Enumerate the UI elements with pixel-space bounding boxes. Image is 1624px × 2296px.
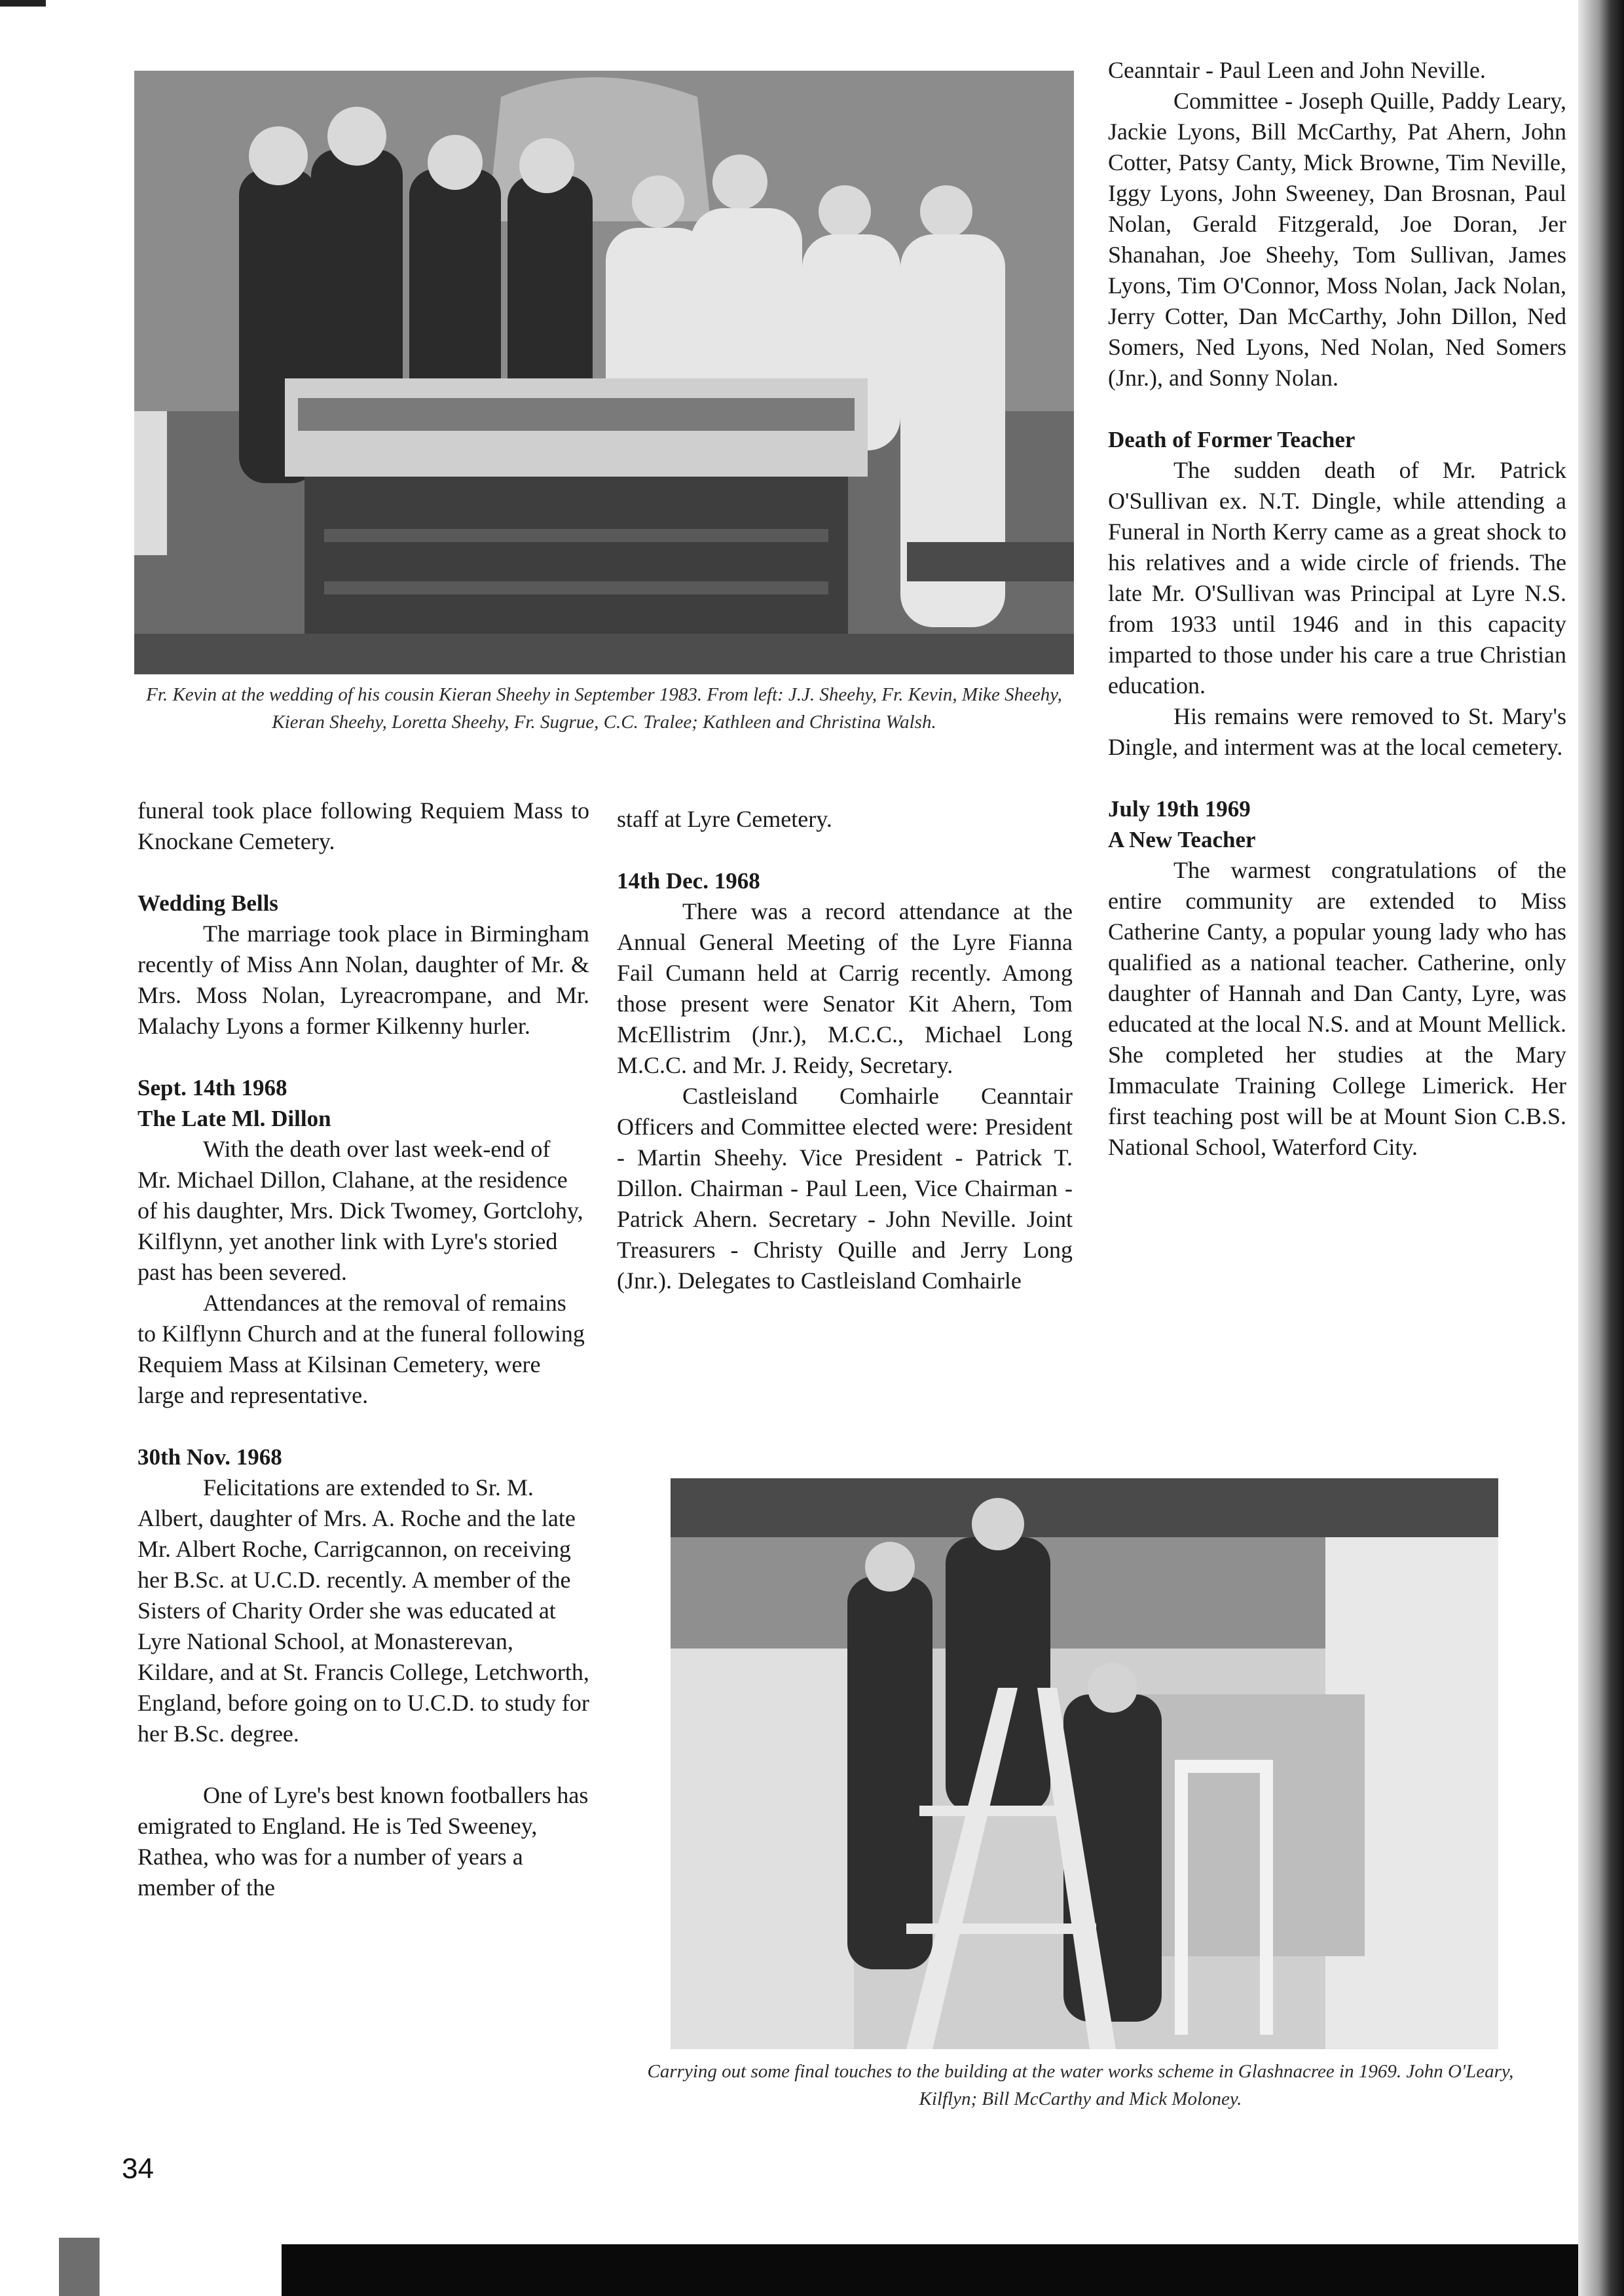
new-teacher-heading: A New Teacher <box>1108 827 1256 852</box>
officers-text: Castleisland Comhairle Ceanntair Officers and Committee elected were: President - Martin Sheehy. Vice President - Patrick T. Dillon. Chairman - Paul Leen, Vice Chairman - Patrick Ahern. Secretary - John Neville. Joint Treasurers - Christy Quille and Jerry Long (Jnr.). Delegates to Castleisland Comhairle <box>617 1083 1073 1294</box>
scan-bottom-bar <box>282 2244 1578 2296</box>
sweeney-continuation: staff at Lyre Cemetery. <box>617 806 832 832</box>
committee-text: Committee - Joseph Quille, Paddy Leary, Jackie Lyons, Bill McCarthy, Pat Ahern, John Cotter, Patsy Canty, Mick Browne, Tim Neville, Iggy Lyons, John Sweeney, Dan Brosnan, Paul Nolan, Gerald Fitzgerald, Joe Doran, Jer Shanahan, Joe Sheehy, Tom Sullivan, James Lyons, Tim O'Connor, Moss Nolan, Jack Nolan, Jerry Cotter, Dan McCarthy, John Dillon, Ned Somers, Ned Lyons, Ned Nolan, Ned Somers (Jnr.), and Sonny Nolan. <box>1108 88 1566 391</box>
column-right <box>1108 55 1566 1163</box>
corner-mark <box>0 0 46 7</box>
new-teacher-text: The warmest congratulations of the entire community are extended to Miss Catherine Canty, a popular young lady who has qualified as a national teacher. Catherine, only daughter of Hannah and Dan Canty, Lyre, was educated at the local N.S. and at Mount Mellick. She completed her studies at the Mary Immaculate Training College Limerick. Her first teaching post will be at Mount Sion C.B.S. National School, Waterford City. <box>1108 857 1566 1160</box>
scan-edge-mark <box>59 2238 100 2296</box>
page-number: 34 <box>122 2153 154 2185</box>
dillon-heading: The Late Ml. Dillon <box>138 1106 331 1131</box>
teacher-death-text-1: The sudden death of Mr. Patrick O'Sullivan ex. N.T. Dingle, while attending a Funeral in North Kerry came as a great shock to his relatives and a wide circle of friends. The late Mr. O'Sullivan was Principal at Lyre N.S. from 1933 until 1946 and in this capacity imparted to those under his care a true Christian education. <box>1108 457 1566 699</box>
teacher-death-heading: Death of Former Teacher <box>1108 427 1356 452</box>
water-works-photo-caption: Carrying out some final touches to the building at the water works scheme in Glashnacree in 1969. John O'Leary, Kilflyn; Bill McCarthy and Mick Moloney. <box>647 2061 1514 2109</box>
dec-text: There was a record attendance at the Annual General Meeting of the Lyre Fianna Fail Cumann held at Carrig recently. Among those present were Senator Kit Ahern, Tom McEllistrim (Jnr.), M.C.C., Michael Long M.C.C. and Mr. J. Reidy, Secretary. <box>617 898 1073 1078</box>
delegates-continuation: Ceanntair - Paul Leen and John Neville. <box>1108 57 1486 83</box>
teacher-death-text-2: His remains were removed to St. Mary's Dingle, and interment was at the local cemetery. <box>1108 703 1566 760</box>
dillon-date: Sept. 14th 1968 <box>138 1075 287 1101</box>
wedding-bells-text: The marriage took place in Birmingham recently of Miss Ann Nolan, daughter of Mr. & Mrs. Moss Nolan, Lyreacrompane, and Mr. Malachy Lyons a former Kilkenny hurler. <box>138 920 589 1039</box>
page-spine-shadow <box>1578 0 1624 2296</box>
water-works-photo <box>671 1478 1498 2049</box>
column-left <box>138 795 589 1903</box>
nov-date: 30th Nov. 1968 <box>138 1444 282 1470</box>
new-teacher-date: July 19th 1969 <box>1108 796 1251 822</box>
column-middle <box>617 804 1073 1296</box>
sweeney-text: One of Lyre's best known footballers has emigrated to England. He is Ted Sweeney, Rathea, who was for a number of years a member of the <box>138 1782 589 1901</box>
wedding-bells-heading: Wedding Bells <box>138 890 278 916</box>
nov-text: Felicitations are extended to Sr. M. Albert, daughter of Mrs. A. Roche and the late Mr. Albert Roche, Carrigcannon, on receiving her B.Sc. at U.C.D. recently. A member of the Sisters of Charity Order she was educated at Lyre National School, at Monasterevan, Kildare, and at St. Francis College, Letchworth, England, before going on to U.C.D. to study for her B.Sc. degree. <box>138 1474 589 1747</box>
dillon-text-1: With the death over last week-end of Mr. Michael Dillon, Clahane, at the residence of his daughter, Mrs. Dick Twomey, Gortclohy, Kilflynn, yet another link with Lyre's storied past has been severed. <box>138 1136 583 1285</box>
wedding-photo <box>134 71 1074 674</box>
funeral-continuation: funeral took place following Requiem Mass to Knockane Cemetery. <box>138 797 589 854</box>
wedding-photo-caption: Fr. Kevin at the wedding of his cousin Kieran Sheehy in September 1983. From left: J.J. Sheehy, Fr. Kevin, Mike Sheehy, Kieran Sheehy, Loretta Sheehy, Fr. Sugrue, C.C. Tralee; Kathleen and Christina Walsh. <box>146 684 1062 733</box>
dillon-text-2: Attendances at the removal of remains to Kilflynn Church and at the funeral following Requiem Mass at Kilsinan Cemetery, were large and representative. <box>138 1290 585 1408</box>
dec-date: 14th Dec. 1968 <box>617 868 760 894</box>
